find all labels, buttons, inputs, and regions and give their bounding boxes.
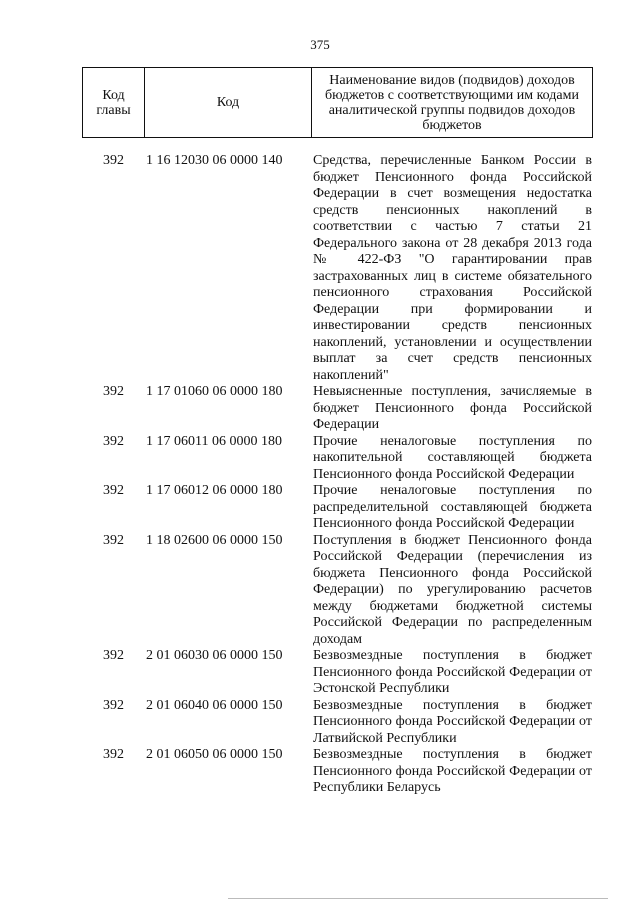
row-income-name: Безвозмездные поступления в бюджет Пенсионного фонда Российской Федерации от Эстонской Республики (313, 648, 592, 696)
row-budget-code: 1 17 06012 06 0000 180 (146, 483, 283, 498)
row-budget-code: 2 01 06030 06 0000 150 (146, 648, 283, 663)
header-chapter-code: Код главы (83, 68, 145, 138)
table-row (82, 747, 592, 797)
table-header (82, 67, 593, 138)
row-chapter-code: 392 (103, 697, 124, 713)
row-income-name: Прочие неналоговые поступления по накопительной составляющей бюджета Пенсионного фонда Российской Федерации (313, 433, 592, 482)
row-chapter-code: 392 (103, 433, 124, 449)
row-chapter-code: 392 (103, 747, 124, 762)
row-budget-code: 1 17 06011 06 0000 180 (146, 433, 282, 449)
row-income-name: Прочие неналоговые поступления по распределительной составляющей бюджета Пенсионного фонда Российской Федерации (313, 483, 592, 531)
row-chapter-code: 392 (103, 483, 124, 498)
table-row (82, 384, 592, 434)
table-row (82, 648, 592, 698)
row-income-name: Средства, перечисленные Банком России в бюджет Пенсионного фонда Российской Федерации в счет возмещения недостатка средств пенсионных накоплений в соответствии с частью 7 статьи 21 Федерального закона от 28 декабря 2013 года № 422-ФЗ "О гарантировании прав застрахованных лиц в системе обязательного пенсионного страхования Российской Федерации при формировании и инвестировании средств пенсионных накоплений, установлении и осуществлении выплат за счет средств пенсионных накоплений" (313, 153, 592, 383)
row-chapter-code: 392 (103, 648, 124, 663)
table-body (82, 153, 592, 797)
header-income-name: Наименование видов (подвидов) доходов бюджетов с соответствующими им кодами аналитической группы подвидов доходов бюджетов (312, 68, 593, 138)
table-row (82, 533, 592, 649)
row-budget-code: 1 17 01060 06 0000 180 (146, 384, 283, 399)
table-row (82, 698, 592, 748)
row-budget-code: 2 01 06050 06 0000 150 (146, 747, 283, 762)
table-row (82, 483, 592, 533)
table-row (82, 434, 592, 484)
row-budget-code: 1 18 02600 06 0000 150 (146, 532, 283, 548)
row-budget-code: 2 01 06040 06 0000 150 (146, 697, 283, 713)
page-number: 375 (310, 37, 330, 52)
row-chapter-code: 392 (103, 532, 124, 548)
row-income-name: Безвозмездные поступления в бюджет Пенсионного фонда Российской Федерации от Латвийской Республики (313, 697, 592, 746)
table-row (82, 153, 592, 384)
row-budget-code: 1 16 12030 06 0000 140 (146, 153, 283, 168)
row-income-name: Поступления в бюджет Пенсионного фонда Российской Федерации (перечисления из бюджета Пенсионного фонда Российской Федерации) по урегулированию расчетов между бюджетами бюджетной системы Российской Федерации по распределенным доходам (313, 532, 592, 647)
row-income-name: Невыясненные поступления, зачисляемые в бюджет Пенсионного фонда Российской Федерации (313, 384, 592, 432)
header-code: Код (145, 68, 312, 138)
row-chapter-code: 392 (103, 153, 124, 168)
row-income-name: Безвозмездные поступления в бюджет Пенсионного фонда Российской Федерации от Республики Беларусь (313, 747, 592, 795)
scan-edge-line (228, 898, 608, 899)
row-chapter-code: 392 (103, 384, 124, 399)
